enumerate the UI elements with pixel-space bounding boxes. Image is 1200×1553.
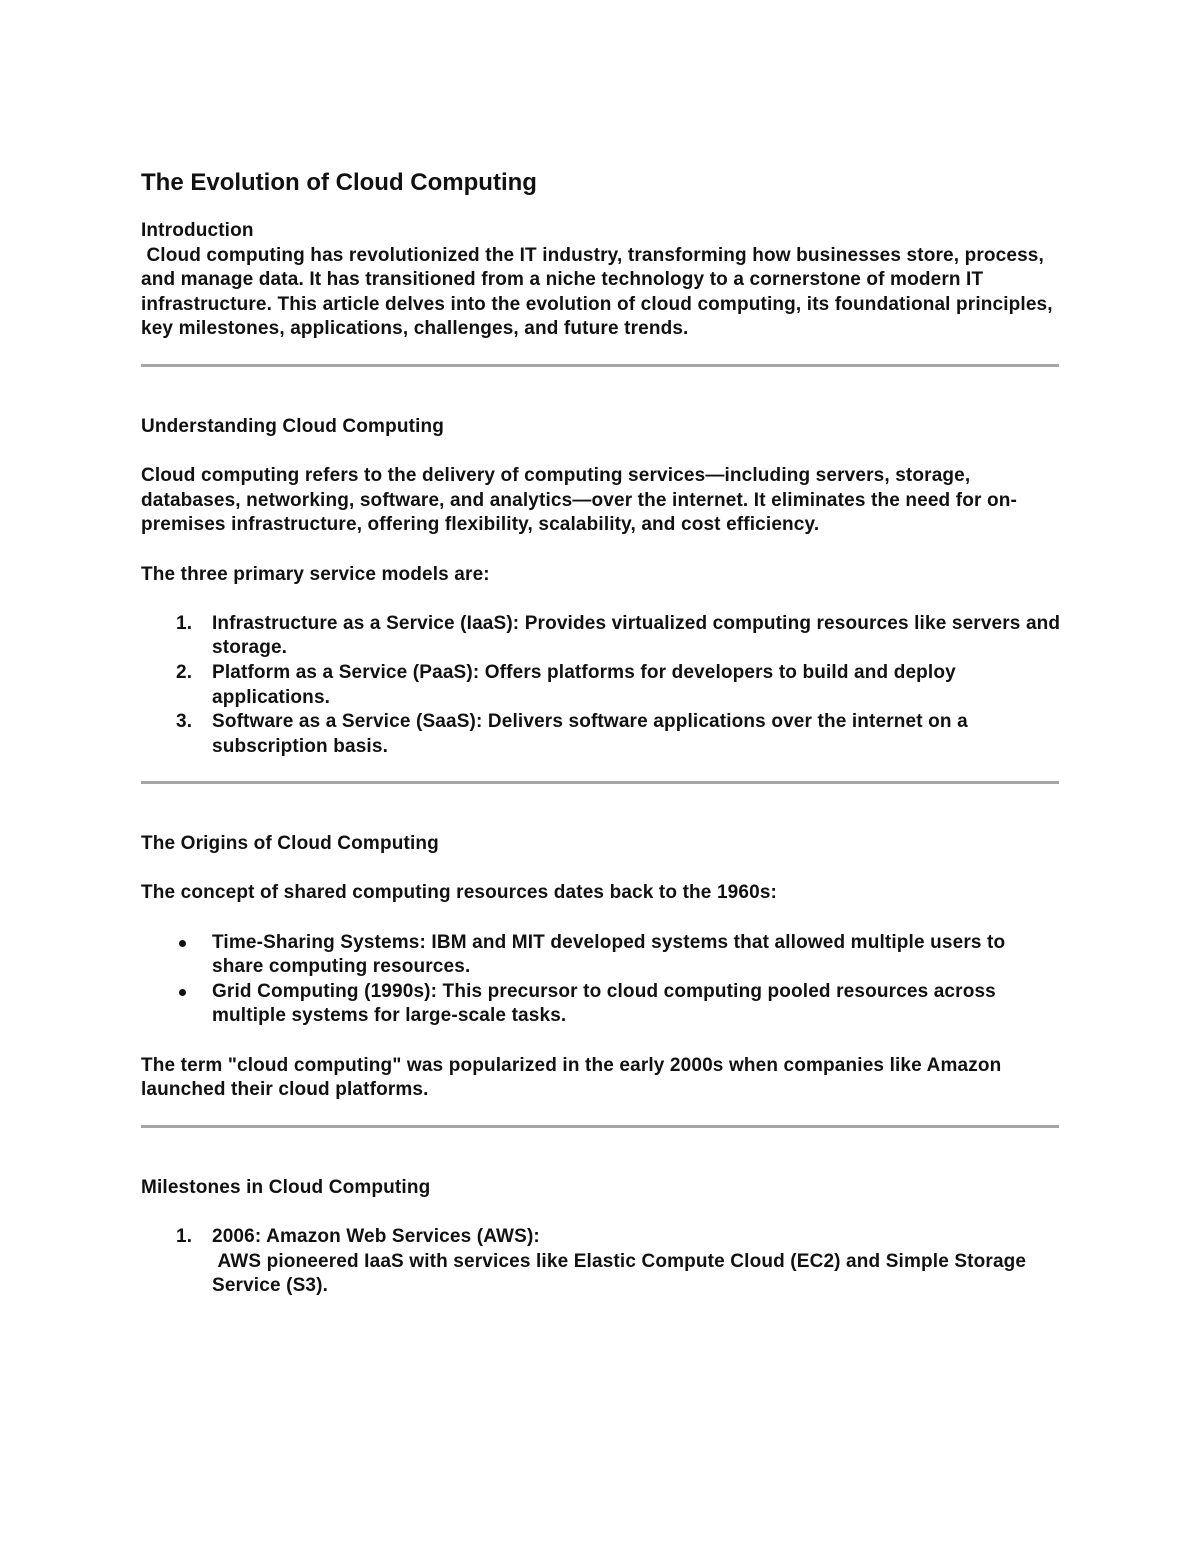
- milestones-list: [141, 1225, 1061, 1299]
- list-item: [141, 710, 1061, 759]
- milestone-description: AWS pioneered IaaS with services like Elastic Compute Cloud (EC2) and Simple Storage Service (S3).: [212, 1250, 1032, 1297]
- service-models-lead: The three primary service models are:: [141, 563, 490, 585]
- list-item: [141, 612, 1061, 661]
- origins-section: [141, 832, 1061, 1103]
- milestones-heading: Milestones in Cloud Computing: [141, 1176, 431, 1198]
- document-title: The Evolution of Cloud Computing: [141, 169, 537, 196]
- origins-lead: The concept of shared computing resources dates back to the 1960s:: [141, 882, 778, 904]
- list-item: [141, 931, 1061, 980]
- list-number: 3.: [176, 711, 193, 733]
- introduction-section: [141, 219, 1061, 342]
- list-item-text: Software as a Service (SaaS): Delivers software applications over the internet on a subscription basis.: [212, 711, 968, 757]
- milestones-section: [141, 1176, 1061, 1299]
- bullet-icon: [179, 989, 186, 996]
- introduction-paragraph: Cloud computing has revolutionized the IT industry, transforming how businesses store, process, and manage data. It has transitioned from a niche technology to a cornerstone of modern IT infrastructure. This article delves into the evolution of cloud computing, its foundational principles, key milestones, applications, challenges, and future trends.: [141, 244, 1059, 340]
- list-item: [141, 661, 1061, 710]
- document-page: [141, 168, 1061, 1299]
- list-number: 1.: [176, 612, 193, 634]
- bullet-icon: [179, 940, 186, 947]
- understanding-section: [141, 415, 1061, 759]
- origins-heading: The Origins of Cloud Computing: [141, 833, 439, 855]
- list-item: [141, 1225, 1061, 1299]
- list-number: 1.: [176, 1226, 193, 1247]
- list-item-text: Grid Computing (1990s): This precursor to cloud computing pooled resources across multiple systems for large-scale tasks.: [212, 980, 996, 1027]
- milestone-title: 2006: Amazon Web Services (AWS):: [212, 1226, 540, 1247]
- list-item: [141, 980, 1061, 1029]
- list-item-text: Platform as a Service (PaaS): Offers platforms for developers to build and deploy applications.: [212, 661, 956, 708]
- origins-closing-paragraph: The term "cloud computing" was popularized in the early 2000s when companies like Amazon launched their cloud platforms.: [141, 1054, 1002, 1101]
- introduction-heading: Introduction: [141, 220, 254, 241]
- list-item-text: Time-Sharing Systems: IBM and MIT developed systems that allowed multiple users to share computing resources.: [212, 931, 1006, 978]
- list-number: 2.: [176, 661, 193, 683]
- list-item-text: Infrastructure as a Service (IaaS): Provides virtualized computing resources like servers and storage.: [212, 612, 1061, 659]
- origins-list: [141, 931, 1061, 1029]
- service-models-list: [141, 612, 1061, 760]
- understanding-paragraph: Cloud computing refers to the delivery of computing services—including servers, storage, databases, networking, software, and analytics—over the internet. It eliminates the need for on-premises infrastructure, offering flexibility, scalability, and cost efficiency.: [141, 465, 1017, 536]
- understanding-heading: Understanding Cloud Computing: [141, 415, 445, 437]
